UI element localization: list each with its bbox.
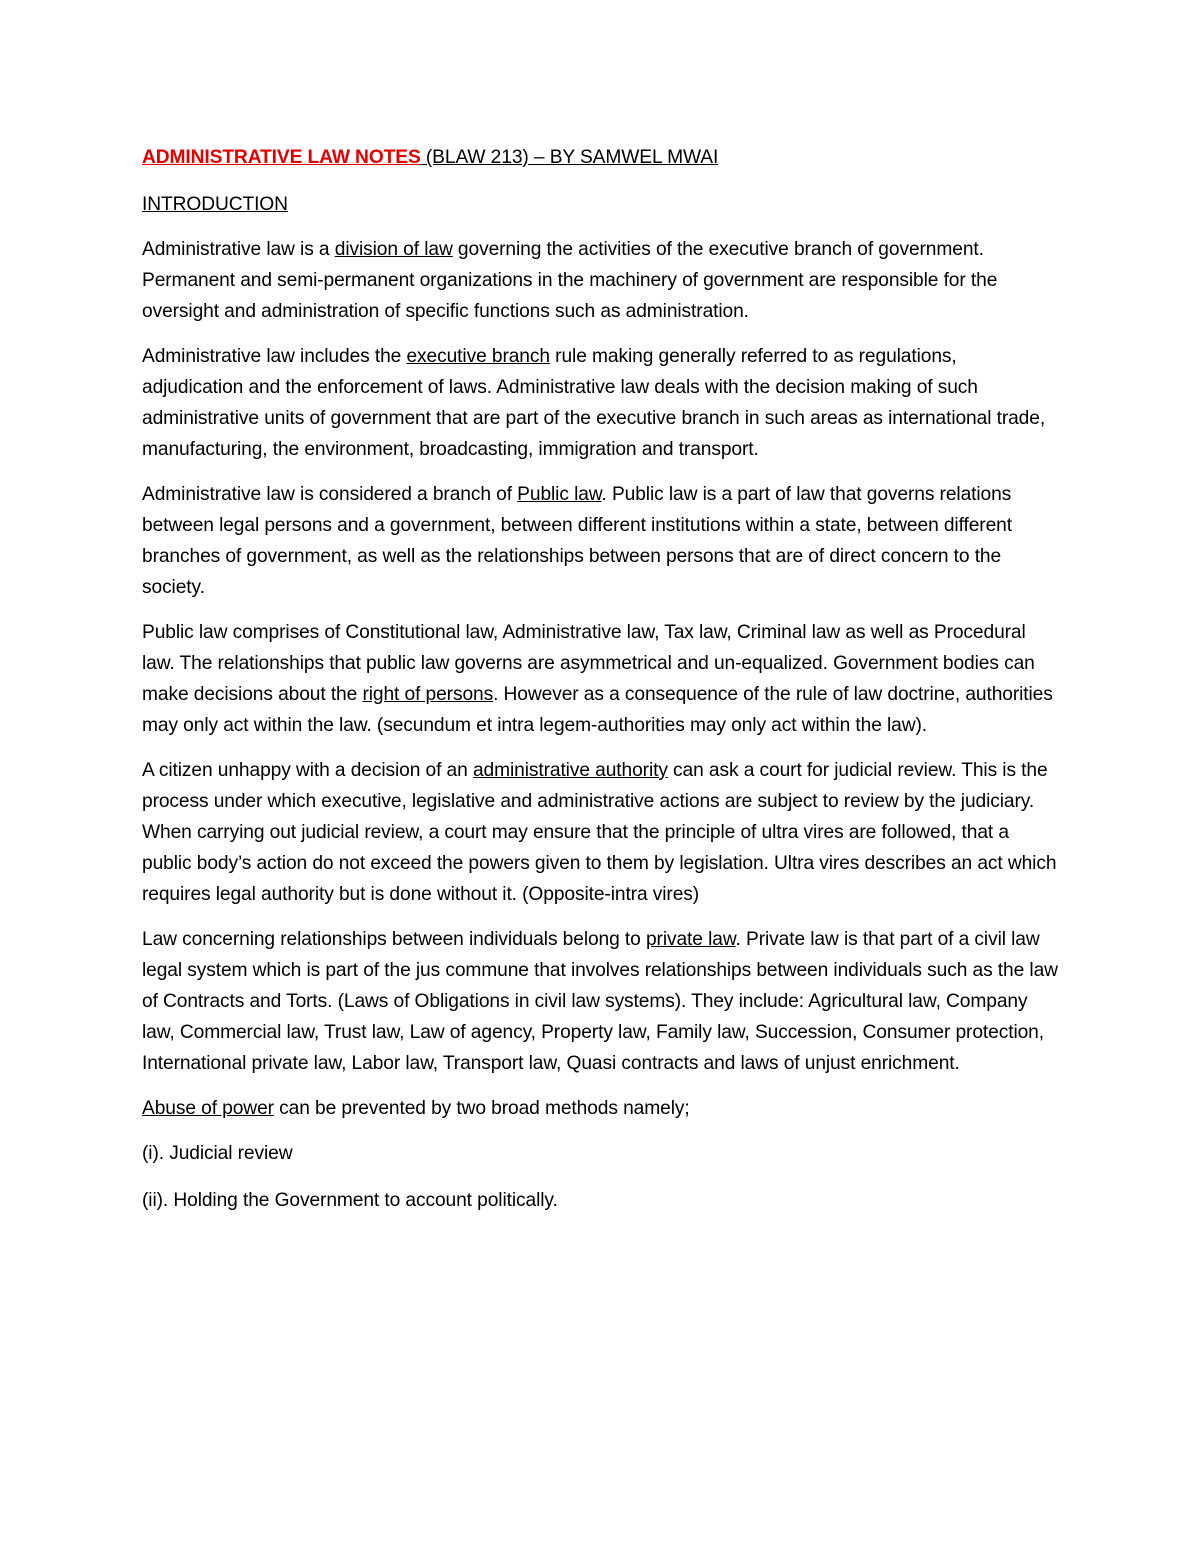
- document-title: [142, 142, 1062, 173]
- list-item-political-accountability: (ii). Holding the Government to account politically.: [142, 1190, 558, 1211]
- underlined-term: executive branch: [406, 346, 550, 367]
- paragraph-text: . Private law is that part of a civil law legal system which is part of the jus commune that involves relationships between individuals such as the law of Contracts and Torts. (Laws of Obligations in civil law systems). They include: Agricultural law, Company law, Commercial law, Trust law, Law of agency, Property law, Family law, Succession, Consumer protection, International private law, Labor law, Transport law, Quasi contracts and laws of unjust enrichment.: [142, 929, 1058, 1074]
- document-body: [142, 142, 1062, 1232]
- paragraph-4: [142, 617, 1062, 741]
- paragraph-text: Public law comprises of Constitutional law, Administrative law, Tax law, Criminal law as well as Procedural law. The relationships that public law governs are asymmetrical and un-equalized. Government bodies can make decisions about the: [142, 622, 1035, 705]
- underlined-term: right of persons: [362, 684, 494, 705]
- paragraph-7: [142, 1093, 1062, 1124]
- paragraph-6: [142, 924, 1062, 1079]
- paragraph-5: [142, 755, 1062, 910]
- paragraph-3: [142, 479, 1062, 603]
- section-heading-introduction: INTRODUCTION: [142, 194, 288, 215]
- underlined-term: Abuse of power: [142, 1098, 274, 1119]
- paragraph-text: Administrative law is considered a branch of: [142, 484, 518, 505]
- underlined-term: division of law: [334, 239, 453, 260]
- paragraph-text: A citizen unhappy with a decision of an: [142, 760, 473, 781]
- paragraph-text: rule making generally referred to as regulations, adjudication and the enforcement of laws. Administrative law deals with the decision making of such administrative units of government that are part of the executive branch in such areas as international trade, manufacturing, the environment, broadcasting, immigration and transport.: [142, 346, 1046, 460]
- paragraph-text: can ask a court for judicial review. This is the process under which executive, legislative and administrative actions are subject to review by the judiciary. When carrying out judicial review, a court may ensure that the principle of ultra vires are followed, that a public body’s action do not exceed the powers given to them by legislation. Ultra vires describes an act which requires legal authority but is done without it. (Opposite-intra vires): [142, 760, 1057, 905]
- underlined-term: administrative authority: [472, 760, 668, 781]
- paragraph-text: . Public law is a part of law that governs relations between legal persons and a government, between different institutions within a state, between different branches of government, as well as the relationships between persons that are of direct concern to the society.: [142, 484, 1012, 598]
- paragraph-text: governing the activities of the executive branch of government. Permanent and semi-permanent organizations in the machinery of government are responsible for the oversight and administration of specific functions such as administration.: [142, 239, 998, 322]
- paragraph-text: Administrative law is a: [142, 239, 335, 260]
- paragraph-text: Administrative law includes the: [142, 346, 407, 367]
- paragraph-text: can be prevented by two broad methods namely;: [273, 1098, 690, 1119]
- list-item-judicial-review: (i). Judicial review: [142, 1143, 293, 1164]
- title-course-code-author: (BLAW 213) – BY SAMWEL MWAI: [420, 147, 719, 168]
- paragraph-text: . However as a consequence of the rule of law doctrine, authorities may only act within the law. (secundum et intra legem-authorities may only act within the law).: [142, 684, 1053, 736]
- underlined-term: private law: [645, 929, 736, 950]
- paragraph-1: [142, 234, 1062, 327]
- title-course-name: ADMINISTRATIVE LAW NOTES: [142, 147, 421, 168]
- paragraph-text: Law concerning relationships between individuals belong to: [142, 929, 646, 950]
- underlined-term: Public law: [517, 484, 602, 505]
- paragraph-2: [142, 341, 1062, 465]
